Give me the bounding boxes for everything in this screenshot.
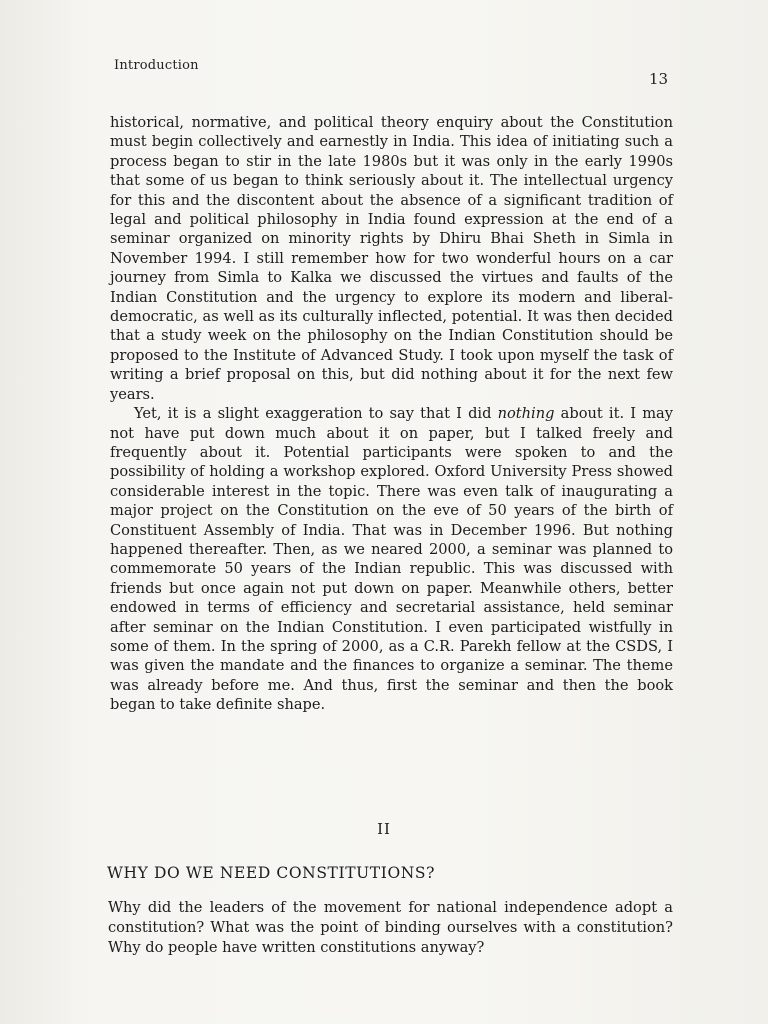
paragraph-2-lead: Yet, it is a slight exaggeration to say that I did bbox=[134, 405, 498, 423]
body-text bbox=[110, 113, 673, 715]
paragraph-2 bbox=[110, 404, 673, 715]
page-number: 13 bbox=[649, 70, 669, 88]
section-title: WHY DO WE NEED CONSTITUTIONS? bbox=[107, 864, 436, 882]
running-head: Introduction bbox=[114, 58, 199, 73]
paragraph-2-emphasis: nothing bbox=[497, 405, 555, 423]
section-paragraph: Why did the leaders of the movement for national independence adopt a constitution? What was the point of binding ourselves with a constitution? Why do people have written constitutions anyway? bbox=[108, 899, 673, 956]
paragraph-2-rest: about it. I may not have put down much about it on paper, but I talked freely and frequently about it. Potential participants were spoken to and the possibility of holding a workshop explored. Oxford University Press showed considerable interest in the topic. There was even talk of inaugurating a major project on the Constitution on the eve of 50 years of the birth of Constituent Assembly of India. That was in December 1996. But nothing happened thereafter. Then, as we neared 2000, a seminar was planned to commemorate 50 years of the Indian republic. This was discussed with friends but once again not put down on paper. Meanwhile others, better endowed in terms of efficiency and secretarial assistance, held seminar after seminar on the Indian Constitution. I even participated wistfully in some of them. In the spring of 2000, as a C.R. Parekh fellow at the CSDS, I was given the mandate and the finances to organize a seminar. The theme was already before me. And thus, first the seminar and then the book began to take definite shape. bbox=[110, 405, 673, 714]
paragraph-1: historical, normative, and political theory enquiry about the Constitution must begin collectively and earnestly in India. This idea of initiating such a process began to stir in the late 1980s but it was only in the early 1990s that some of us began to think seriously about it. The intellectual urgency for this and the discontent about the absence of a significant tradition of legal and political philosophy in India found expression at the end of a seminar organized on minority rights by Dhiru Bhai Sheth in Simla in November 1994. I still remember how for two wonderful hours on a car journey from Simla to Kalka we discussed the virtues and faults of the Indian Constitution and the urgency to explore its modern and liberal-democratic, as well as its culturally inflected, potential. It was then decided that a study week on the philosophy on the Indian Constitution should be proposed to the Institute of Advanced Study. I took upon myself the task of writing a brief proposal on this, but did nothing about it for the next few years. bbox=[110, 114, 673, 403]
section-number: II bbox=[377, 820, 391, 838]
